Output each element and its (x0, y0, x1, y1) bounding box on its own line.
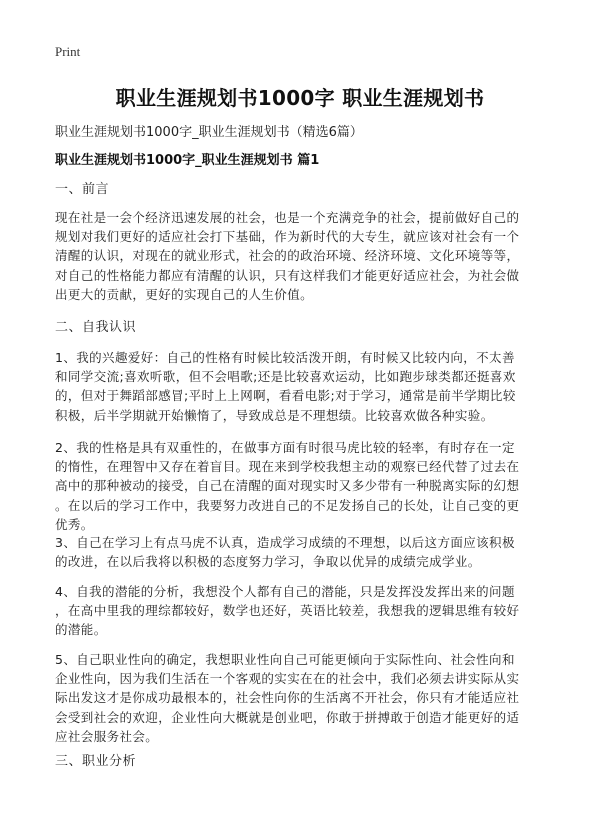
document-subtitle: 职业生涯规划书1000字_职业生涯规划书（精选6篇） (55, 125, 363, 140)
paragraph-line: 4、自我的潜能的分析，我想没个人都有自己的潜能，只是发挥没发挥出来的问题 (55, 584, 515, 599)
paragraph-line: 应社会服务社会。 (55, 728, 159, 744)
paragraph-line: 和同学交流;喜欢听歌，但不会唱歌;还是比较喜欢运动，比如跑步球类都还挺喜欢 (55, 369, 516, 385)
paragraph-line: ，在高中里我的理综都较好，数学也还好，英语比较差，我想我的逻辑思维有较好 (55, 603, 520, 619)
paragraph-line: 会受到社会的欢迎，企业性向大概就是创业吧，你敢于拼搏敢于创造才能更好的适 (55, 709, 520, 725)
section-heading-self-knowledge: 二、自我认识 (55, 320, 137, 335)
paragraph-study (55, 533, 515, 571)
paragraph-line: 1、我的兴趣爱好：自己的性格有时候比较活泼开朗，有时候又比较内向，不太善 (55, 350, 515, 365)
paragraph-interests (55, 348, 516, 425)
paragraph-potential (55, 582, 519, 640)
paragraph-line: 。在以后的学习工作中，我要努力改进自己的不足发扬自己的长处，让自己变的更 (55, 497, 520, 513)
paragraph-line: 出更大的贡献，更好的实现自己的人生价值。 (55, 286, 314, 302)
paragraph-line: 清醒的认识，对现在的就业形式，社会的的政治环境、经济环境、文化环境等等， (55, 248, 520, 264)
paragraph-career-orientation (55, 650, 519, 746)
paragraph-line: 3、自己在学习上有点马虎不认真，造成学习成绩的不理想，以后这方面应该积极 (55, 535, 515, 550)
paragraph-line: 的潜能。 (55, 622, 107, 638)
paragraph-line: 优秀。 (55, 516, 94, 532)
paragraph-line: 对自己的性格能力都应有清醒的认识，只有这样我们才能更好适应社会，为社会做 (55, 267, 520, 283)
section-heading-preface: 一、前言 (55, 182, 110, 197)
paragraph-personality (55, 438, 519, 534)
section-heading-career-analysis: 三、职业分析 (55, 754, 137, 769)
paragraph-line: 5、自己职业性向的确定，我想职业性向自己可能更倾向于实际性向、社会性向和 (55, 652, 515, 667)
paragraph-line: 的改进，在以后我将以积极的态度努力学习，争取以优异的成绩完成学业。 (55, 554, 481, 570)
paragraph-line: 现在社是一会个经济迅速发展的社会，也是一个充满竞争的社会，提前做好自己的 (55, 210, 520, 225)
paragraph-preface (55, 208, 519, 304)
paragraph-line: 2、我的性格是具有双重性的，在做事方面有时很马虎比较的轻率，有时存在一定 (55, 440, 515, 455)
document-title: 职业生涯规划书1000字 职业生涯规划书 (115, 86, 485, 110)
paragraph-line: 的，但对于舞蹈部感冒;平时上上网啊，看看电影;对于学习，通常是前半学期比较 (55, 388, 516, 404)
article-heading: 职业生涯规划书1000字_职业生涯规划书 篇1 (55, 153, 320, 168)
paragraph-line: 的惰性，在理智中又存在着盲目。现在来到学校我想主动的观察已经代替了过去在 (55, 459, 520, 475)
paragraph-line: 规划对我们更好的适应社会打下基础，作为新时代的大专生，就应该对社会有一个 (55, 229, 520, 245)
paragraph-line: 企业性向，因为我们生活在一个客观的实实在在的社会中，我们必须去讲实际从实 (55, 671, 520, 687)
paragraph-line: 积极，后半学期就开始懒惰了，导致成总是不理想绩。比较喜欢做各种实验。 (55, 407, 494, 423)
paragraph-line: 高中的那种被动的接受，自己在清醒的面对现实时又多少带有一种脱离实际的幻想 (55, 478, 520, 494)
print-label: Print (55, 44, 81, 59)
paragraph-line: 际出发这才是你成功最根本的，社会性向你的生活离不开社会，你只有才能适应社 (55, 690, 520, 706)
